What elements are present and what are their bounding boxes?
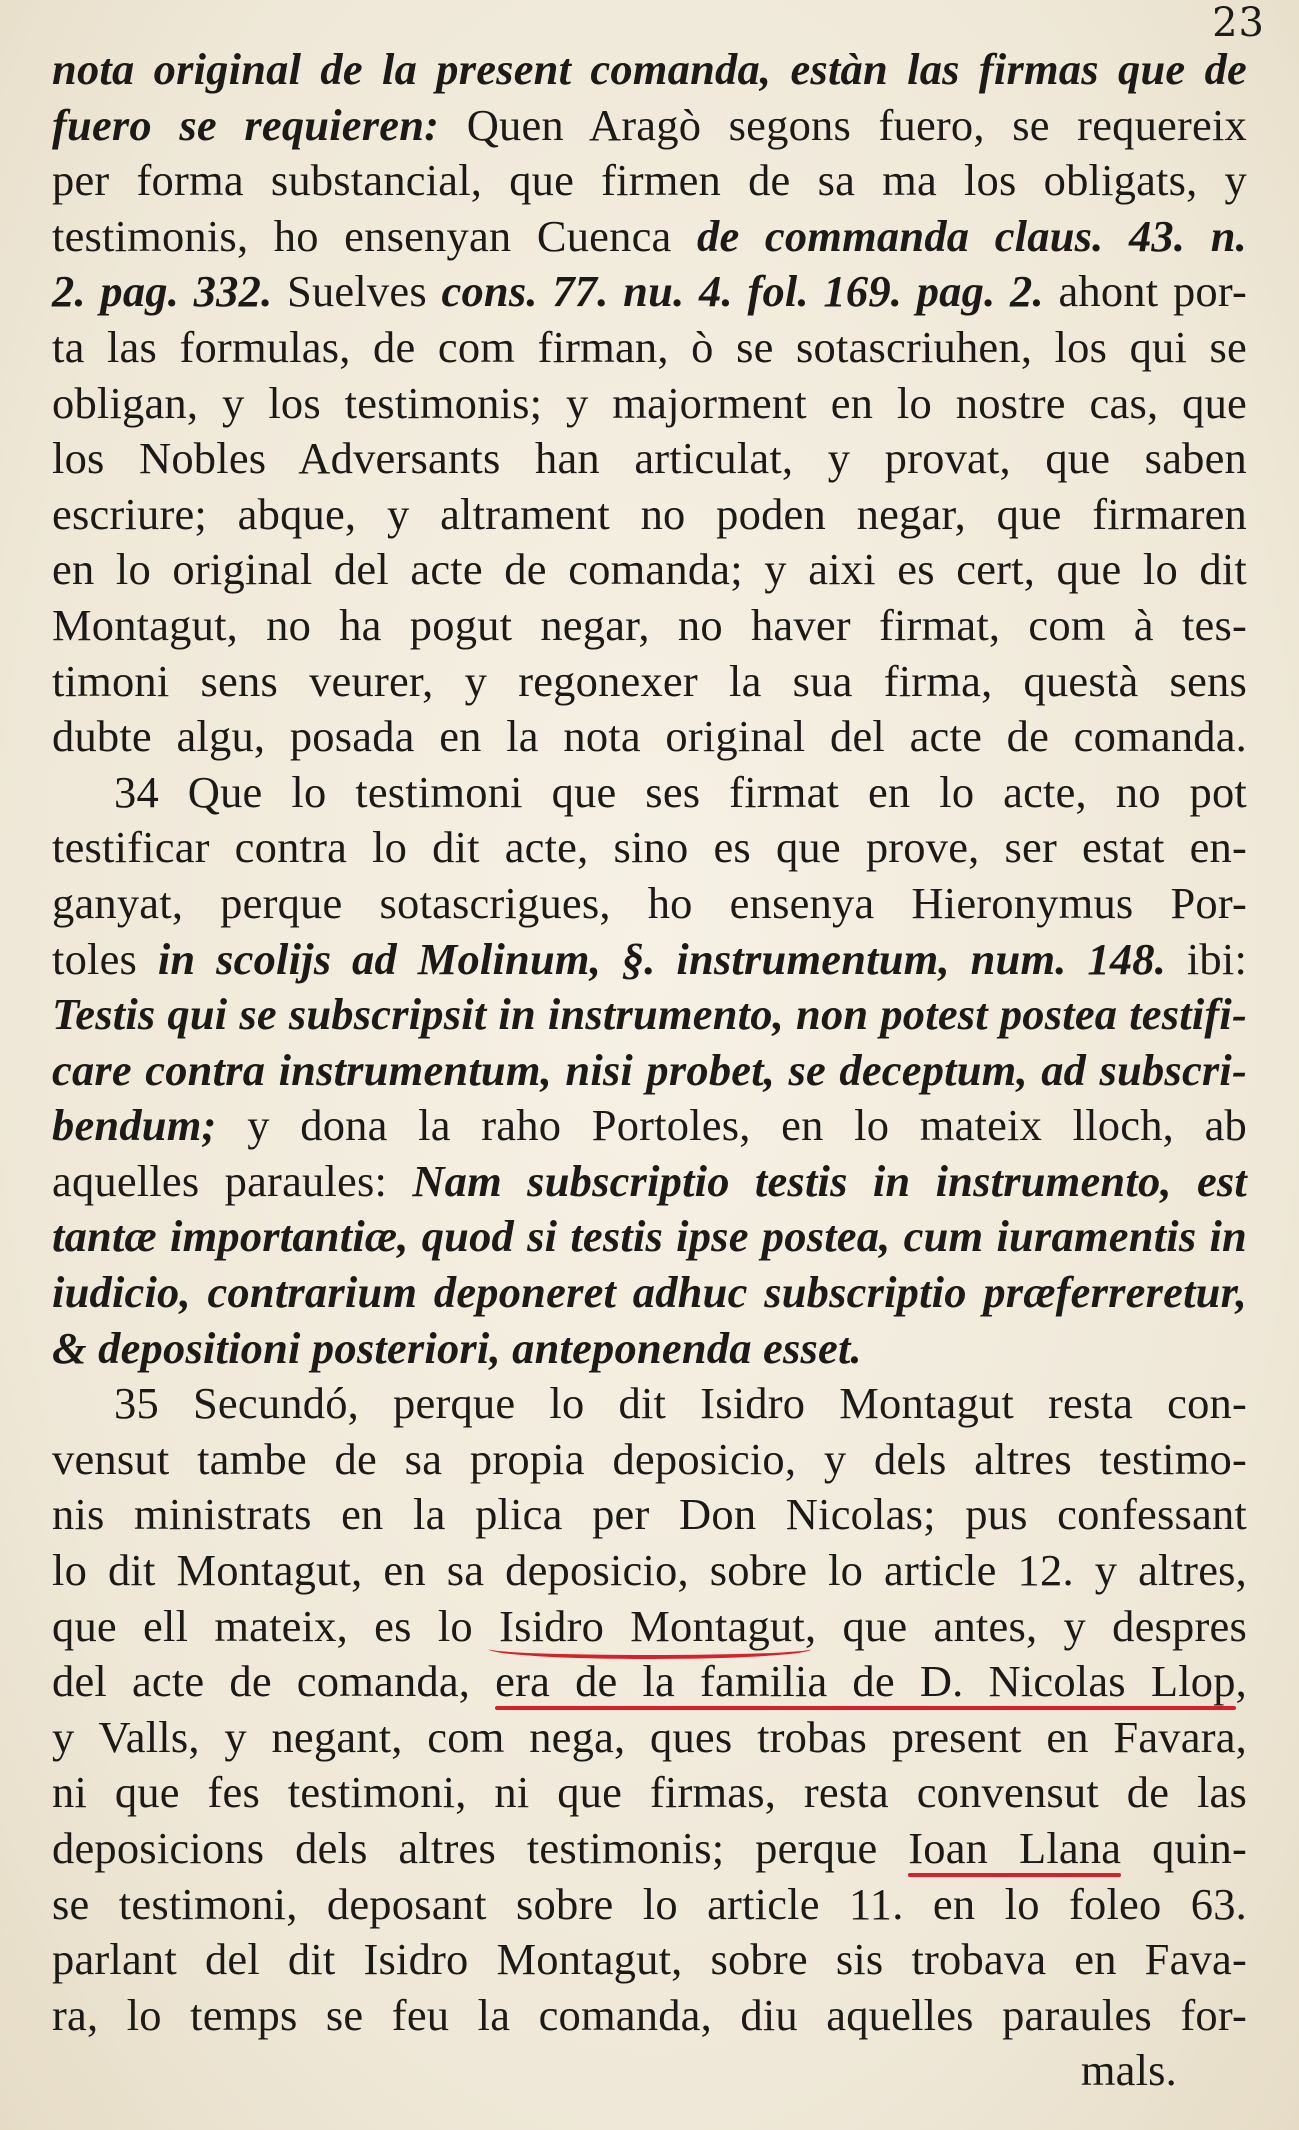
text-line [52, 42, 1247, 98]
italic-phrase: & depositioni posteriori, anteponenda esset. [52, 1322, 862, 1373]
text-segment: los Nobles Adversants han articulat, y provat, que saben [52, 433, 1247, 484]
text-segment: y Valls, y negant, com nega, ques trobas present en Favara, [52, 1711, 1247, 1762]
italic-phrase: iudicio, contrarium deponeret adhuc subscriptio præferreretur, [52, 1267, 1247, 1318]
text-line [52, 932, 1247, 988]
text-segment: escriure; abque, y altrament no poden negar, que firmaren [52, 488, 1247, 539]
text-line [52, 1376, 1247, 1432]
text-segment: mals. [1080, 2045, 1177, 2096]
text-line [52, 98, 1247, 154]
underlined-phrase: Ioan Llana [908, 1823, 1121, 1873]
text-segment: obligan, y los testimonis; y majorment en lo nostre cas, que [52, 377, 1247, 428]
text-segment: dubte algu, posada en la nota original del acte de comanda. [52, 711, 1247, 762]
text-line [52, 876, 1247, 932]
italic-phrase: cons. 77. nu. 4. fol. 169. pag. 2. [441, 266, 1044, 317]
text-segment: timoni sens veurer, y regonexer la sua firma, questà sens [52, 655, 1247, 706]
italic-phrase: tantæ importantiæ, quod si testis ipse postea, cum iuramentis in [52, 1211, 1247, 1262]
text-line [52, 1543, 1247, 1599]
text-segment: ni que fes testimoni, ni que firmas, resta convensut de las [52, 1767, 1247, 1818]
underlined-phrase: Isidro Montagut [499, 1601, 805, 1651]
text-line [52, 209, 1247, 265]
text-segment: y dona la raho Portoles, en lo mateix lloch, ab [216, 1100, 1247, 1151]
text-line [52, 320, 1247, 376]
text-segment: nis ministrats en la plica per Don Nicolas; pus confessant [52, 1489, 1247, 1540]
text-line [52, 1710, 1247, 1766]
italic-phrase: fuero se requieren: [52, 99, 440, 150]
text-line [52, 1321, 1247, 1377]
underlined-phrase: era de la familia de D. Nicolas Llop [495, 1656, 1236, 1706]
text-line [52, 598, 1247, 654]
text-segment: ra, lo temps se feu la comanda, diu aquelles paraules for- [52, 1989, 1247, 2040]
text-segment: ahont por- [1043, 266, 1248, 317]
text-segment: per forma substancial, que firmen de sa ma los obligats, y [52, 155, 1247, 206]
text-segment: ganyat, perque sotascrigues, ho ensenya Hieronymus Por- [52, 877, 1247, 928]
text-segment: testimonis, ho ensenyan Cuenca [52, 210, 697, 261]
text-line [52, 1599, 1247, 1655]
text-segment: aquelles paraules: [52, 1155, 413, 1206]
text-segment: ta las formulas, de com firman, ò se sotascriuhen, los qui se [52, 321, 1247, 372]
text-segment: Suelves [272, 266, 442, 317]
text-line [52, 1654, 1247, 1710]
text-line [52, 431, 1247, 487]
text-line [52, 1432, 1247, 1488]
text-line [52, 1154, 1247, 1210]
text-line [52, 153, 1247, 209]
text-line [52, 1932, 1247, 1988]
text-segment: , que antes, y despres [804, 1600, 1247, 1651]
text-line [52, 1988, 1247, 2044]
text-line [52, 487, 1247, 543]
text-line [52, 1098, 1247, 1154]
text-segment: deposicions dels altres testimonis; perque [52, 1823, 909, 1873]
text-segment: testificar contra lo dit acte, sino es que prove, ser estat en- [52, 822, 1247, 873]
italic-phrase: Testis qui se subscripsit in instrumento, non potest postea testifi- [52, 989, 1247, 1040]
text-line [52, 820, 1247, 876]
text-line [52, 1487, 1247, 1543]
text-line [52, 1877, 1247, 1933]
text-line [52, 765, 1247, 821]
text-line [52, 1209, 1247, 1265]
text-segment: , [1235, 1656, 1247, 1707]
text-line [52, 2043, 1247, 2099]
page-number: 23 [1212, 0, 1265, 46]
text-line [52, 1265, 1247, 1321]
italic-phrase: in scolijs ad Molinum, §. instrumentum, num. 148. [157, 933, 1167, 984]
text-segment: ibi: [1166, 933, 1248, 984]
text-line [52, 1821, 1247, 1877]
text-segment: se testimoni, deposant sobre lo article 11. en lo foleo 63. [52, 1878, 1247, 1929]
text-segment: quin- [1121, 1823, 1248, 1873]
italic-phrase: 2. pag. 332. [52, 266, 273, 317]
text-line [52, 376, 1247, 432]
body-text [52, 42, 1247, 2099]
italic-phrase: care contra instrumentum, nisi probet, se deceptum, ad subscri- [52, 1044, 1247, 1095]
italic-phrase: bendum; [52, 1100, 217, 1151]
italic-phrase: nota original de la present comanda, estàn las firmas que de [52, 44, 1247, 94]
text-segment: parlant del dit Isidro Montagut, sobre sis trobava en Fava- [52, 1934, 1247, 1985]
text-segment: del acte de comanda, [52, 1656, 496, 1707]
text-segment: Montagut, no ha pogut negar, no haver firmat, com à tes- [52, 599, 1247, 650]
text-line [52, 542, 1247, 598]
text-segment: que ell mateix, es lo [52, 1600, 500, 1651]
text-segment: toles [52, 933, 158, 984]
text-line [52, 1765, 1247, 1821]
text-segment: en lo original del acte de comanda; y aixi es cert, que lo dit [52, 544, 1247, 595]
italic-phrase: Nam subscriptio testis in instrumento, est [412, 1155, 1248, 1206]
text-segment: vensut tambe de sa propia deposicio, y dels altres testimo- [52, 1433, 1247, 1484]
italic-phrase: de commanda claus. 43. n. [697, 210, 1247, 261]
text-line [52, 264, 1247, 320]
text-segment: lo dit Montagut, en sa deposicio, sobre lo article 12. y altres, [52, 1545, 1247, 1596]
text-line [52, 1043, 1247, 1099]
text-line [52, 654, 1247, 710]
text-segment: 34 Que lo testimoni que ses firmat en lo acte, no pot [114, 766, 1247, 817]
text-segment: Quen Aragò segons fuero, se requereix [439, 99, 1247, 150]
text-line [52, 987, 1247, 1043]
text-segment: 35 Secundó, perque lo dit Isidro Montagut resta con- [114, 1378, 1247, 1429]
text-line [52, 709, 1247, 765]
